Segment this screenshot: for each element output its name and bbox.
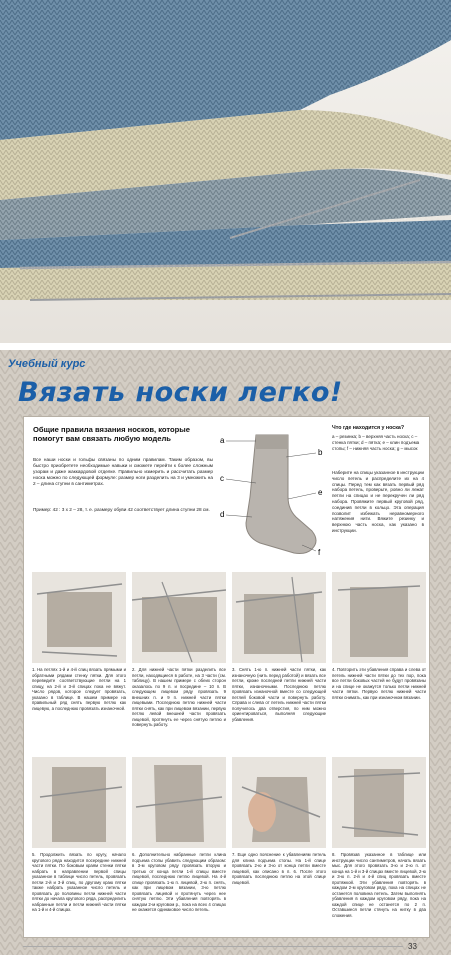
page-rule (23, 946, 403, 947)
page-gap (0, 343, 451, 350)
step-text-4: 4. Повторить эти убавления справа и слева от петель нижней части пятки до тех пор, пока все петли боковых частей не будут провязаны и на спице не окажутся только петли нижней части пятки. Первую петлю нижней части пятки снимать, как при изнаночном вязании. (332, 667, 426, 700)
diagram-label-d: d (220, 510, 225, 519)
step-text-8: 8. Провязав указанное в таблице или инструкции число сантиметров, начать вязать мыс. Для этого провязать 3-ю и 2-ю п. от конца на 1-й и 3-й спицах вместе лицевой, 2-ю и 3-ю п. 2-й и 4-й спиц провязать вместе протяжкой. Эти убавления повторять в каждом 2-м круговом ряду, пока на спицах не останется половина петель. Затем выполнять убавления в каждом круговом ряду, пока на каждой спице не останется по 2 п. Оставшиеся петли стянуть на нитку в два сложения. (332, 852, 426, 918)
diagram-label-b: b (318, 448, 323, 457)
instruction-card (23, 416, 430, 938)
sidebar-title: Что где находится у носка? (332, 425, 405, 431)
diagram-label-f: f (318, 548, 321, 557)
diagram-label-c: c (220, 474, 224, 483)
step-photo-6 (132, 757, 226, 848)
page-number: 33 (408, 942, 417, 951)
page-title: Вязать носки легко! (18, 377, 343, 408)
sidebar-legend: а – резинка; b – верхняя часть носка; c – стенка пятки; d – пятка; e – клин подъема стопы; f – нижняя часть носка; g – мысок (332, 434, 420, 451)
step-photo-4 (332, 572, 426, 663)
step-photo-2 (132, 572, 226, 663)
hero-photo (0, 0, 451, 343)
diagram-label-e: e (318, 488, 323, 497)
step-text-6: 6. Дополнительно набранные петли клина подъема стопы убавить следующим образом: в 3-м круговом ряду провязать вторую и третью от конца петли 1-й спицы вместе лицевой, последнюю петлю лицевой. На 4-й спице провязать 1-ю п. лицевой, 2-ю п. снять, как при лицевом вязании, 3-ю петлю провязать лицевой и протянуть через нее снятую петлю. Эти убавления повторять в каждом 2-м круговом р., пока на всех 4 спицах не окажется одинаковое число петель. (132, 852, 226, 912)
step-photo-3 (232, 572, 326, 663)
intro-example: Пример: 42 : 3 х 2 – 28, т. е. размеру обуви 42 соответствует длина ступни 28 см. (33, 507, 210, 512)
step-text-1: 1. На петлях 1-й и 4-й спиц вязать прямыми и обратными рядами стенку пятки. Для этого переведите соответствующие петли на 1 спицу, на 2-й и 3-й спицах пока не вяжут. Число рядов, которое следует провязать, указано в таблице. В нашем примере на правильный ряд снять первую петлю как лицевую, а последнюю провязать изнаночной. (32, 667, 126, 711)
step-photo-8 (332, 757, 426, 848)
section-label: Учебный курс (8, 358, 86, 370)
magazine-page (0, 350, 451, 955)
sock-diagram (216, 427, 326, 567)
intro-body: Все наши носки и гольфы связаны по одним правилам. Таким образом, вы быстро приобретете необходимые навыки и сможете перейти к более сложным узорам и даже жаккардовой отделке. Правильно измерить и рассчитать размер носка можно по следующей формуле: размер ноги разделить на 3 и умножить на 2 – длина ступни в сантиметрах. (33, 457, 213, 486)
knitted-sock-photo (0, 0, 451, 343)
intro-title: Общие правила вязания носков, которые помогут вам связать любую модель (33, 425, 190, 443)
step-text-3: 3. Снять 1-ю п. нижней части пятки, как изнаночную (нить перед работой) и вязать все петли, кроме последней петли нижней части пятки, изнаночными. Последнюю петлю провязать изнаночной вместе со следующей петлей боковой части и повернуть работу. Справа и слева от петель нижней части пятки получилось два отверстия, по ним можно ориентироваться, выполняя следующие убавления. (232, 667, 326, 722)
step-photo-1 (32, 572, 126, 663)
diagram-label-a: a (220, 436, 225, 445)
step-text-5: 5. Продолжить вязать по кругу, начало кругового ряда находится посередине нижней части пятки. По боковым краям стенки пятки набрать в направлении первой спицы указанное в таблице число петель, провязать петли 2-й и 3-й спиц, по другому краю пятки также набрать указанное число петель и провязать до половины петли нижней части пятки до начала кругового ряда, распределить набранные петли и петли нижней части пятки на 1-й и 4-й спицах. (32, 852, 126, 912)
step-text-7: 7. Еще одно пояснение к убавлениям петель для клина подъема стопы. На 1-й спице провязать 2-ю и 3-ю от конца петли вместе лицевой, как описано в п. 6. После этого провязать последнюю петлю на этой спице лицевой. (232, 852, 326, 885)
step-text-2: 2. Для нижней части пятки разделить все петли, находящиеся в работе, на 3 части (см. таблицу). В нашем примере с обеих сторон оказалось по 9 п. и посредине – 10 п. В следующем лицевом ряду провязать 9 внешних п. и 9 п. нижней части пятки лицевыми. Последнюю петлю нижней части пятки снять, как при лицевом вязании, первую петлю левой внешней части провязать лицевой, протянуть ее через снятую петлю и повернуть работу. (132, 667, 226, 727)
step-photo-5 (32, 757, 126, 848)
step-photo-7 (232, 757, 326, 848)
sidebar-body: Наберите на спицы указанное в инструкции число петель и распределите их на 4 спицы. Перед тем как вязать первый ряд набора петель, проверьте, ровно ли лежат петли на спицах и не перекручен ли ряд набора. Провяжите первый круговой ряд, соединив петли в кольцо. Эта операция позволит избежать неравномерного натяжения нити. Вяжите резинку и верхнюю часть носка, как указано в инструкции. (332, 470, 424, 533)
